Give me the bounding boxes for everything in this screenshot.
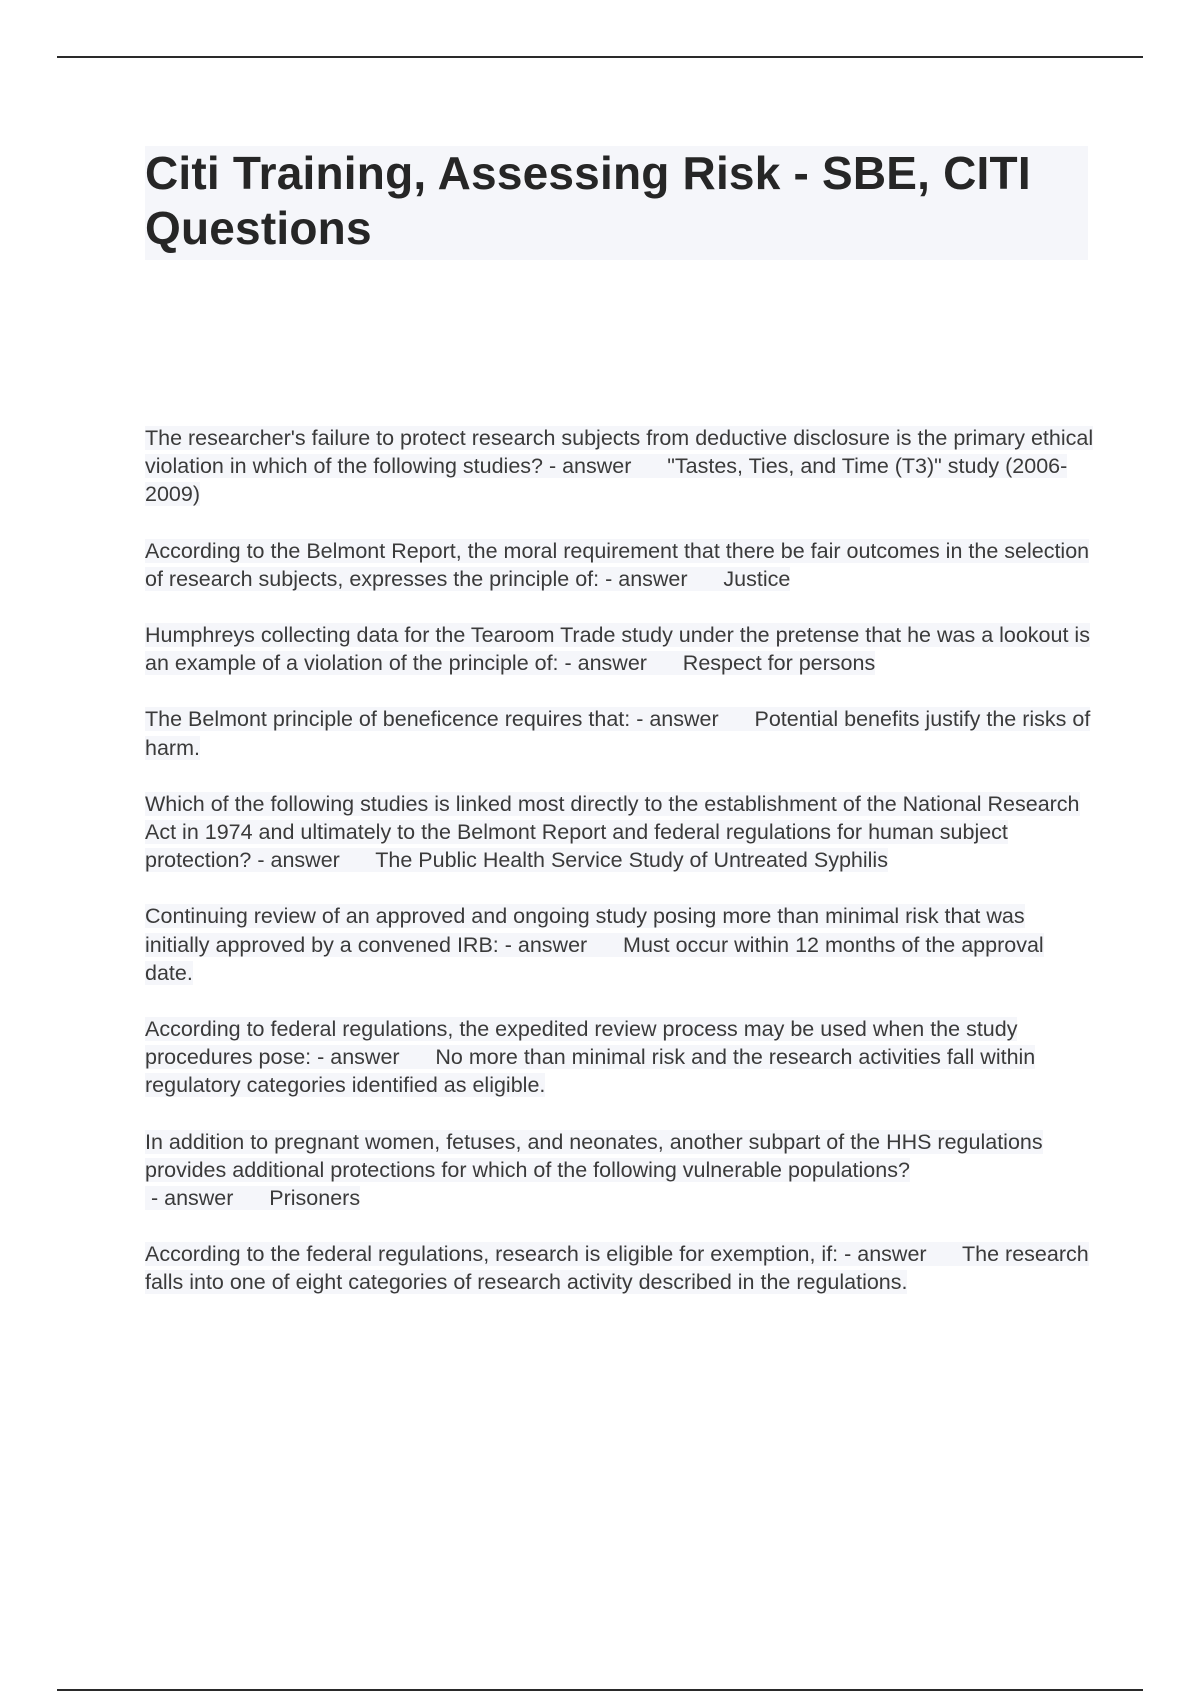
answer-separator: - answer xyxy=(542,454,632,479)
answer-separator: - answer xyxy=(630,707,719,732)
qa-item xyxy=(145,537,1095,593)
answer-separator: - answer xyxy=(251,848,340,873)
question-text: According to federal regulations, the expedited review process may be used when the study procedures pose: xyxy=(145,1017,1018,1070)
qa-item xyxy=(145,790,1095,875)
qa-item xyxy=(145,1240,1095,1296)
answer-text: The research falls into one of eight categories of research activity described in the regulations. xyxy=(145,1242,1089,1295)
qa-item xyxy=(145,621,1095,677)
answer-separator: - answer xyxy=(498,932,588,957)
question-text: According to the Belmont Report, the moral requirement that there be fair outcomes in the selection of research subjects, expresses the principle of: xyxy=(145,538,1090,591)
answer-separator: - answer xyxy=(558,651,647,676)
answer-text: No more than minimal risk and the research activities fall within regulatory categories identified as eligible. xyxy=(145,1045,1036,1098)
answer-separator: - answer xyxy=(311,1045,400,1070)
question-text: In addition to pregnant women, fetuses, and neonates, another subpart of the HHS regulations provides additional protections for which of the following vulnerable populations? xyxy=(145,1129,1043,1182)
answer-text: Must occur within 12 months of the approval date. xyxy=(145,932,1044,985)
answer-separator: - answer xyxy=(599,566,688,591)
qa-item xyxy=(145,1015,1095,1100)
answer-text: Respect for persons xyxy=(682,651,876,676)
question-text: Continuing review of an approved and ongoing study posing more than minimal risk that was initially approved by a convened IRB: xyxy=(145,904,1025,957)
bottom-rule xyxy=(57,1689,1143,1691)
qa-list xyxy=(145,424,1095,1325)
question-text: According to the federal regulations, research is eligible for exemption, if: xyxy=(145,1242,839,1267)
answer-text: Justice xyxy=(723,566,791,591)
answer-text: The Public Health Service Study of Untreated Syphilis xyxy=(375,848,888,873)
page-title: Citi Training, Assessing Risk - SBE, CITI Questions xyxy=(145,147,1031,254)
question-text: Humphreys collecting data for the Tearoom Trade study under the pretense that he was a lookout is an example of a violation of the principle of: xyxy=(145,623,1090,676)
qa-item xyxy=(145,902,1095,987)
answer-text: Potential benefits justify the risks of harm. xyxy=(145,707,1091,760)
question-text: The researcher's failure to protect research subjects from deductive disclosure is the primary ethical violation in which of the following studies? xyxy=(145,426,1094,479)
answer-separator: - answer xyxy=(145,1186,234,1211)
answer-separator: - answer xyxy=(838,1242,927,1267)
question-text: Which of the following studies is linked most directly to the establishment of the National Research Act in 1974 and ultimately to the Belmont Report and federal regulations for human subject protection? xyxy=(145,791,1080,873)
title-block xyxy=(145,146,1088,260)
qa-item xyxy=(145,705,1095,761)
answer-text: "Tastes, Ties, and Time (T3)" study (2006-2009) xyxy=(145,454,1068,507)
question-text: The Belmont principle of beneficence requires that: xyxy=(145,707,631,732)
answer-text: Prisoners xyxy=(269,1186,361,1211)
qa-item xyxy=(145,424,1095,509)
qa-item xyxy=(145,1128,1095,1213)
top-rule xyxy=(57,56,1143,58)
